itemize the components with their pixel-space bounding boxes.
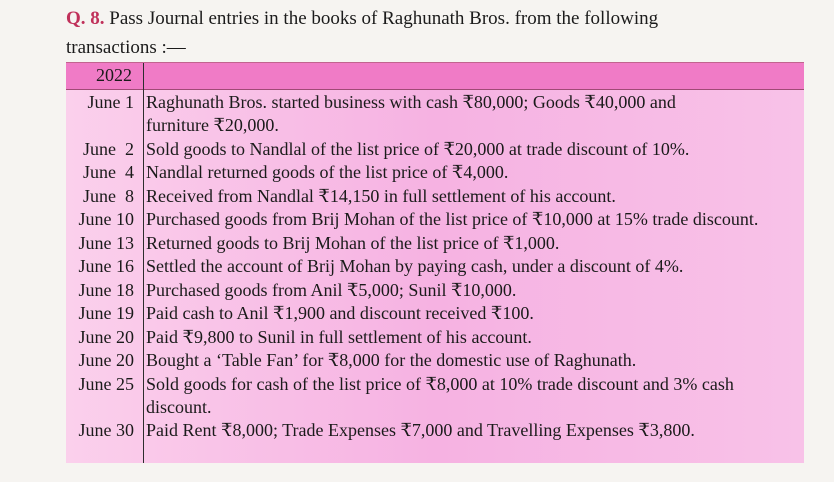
transaction-description xyxy=(146,373,800,419)
transaction-description-line: Paid ₹9,800 to Sunil in full settlement of his account. xyxy=(146,326,532,347)
transaction-description xyxy=(146,349,800,372)
transaction-description xyxy=(146,419,800,442)
year-label: 2022 xyxy=(96,65,132,85)
transaction-row xyxy=(66,255,804,278)
transaction-description xyxy=(146,208,800,231)
transaction-date: June 13 xyxy=(78,232,134,253)
transaction-description-line: furniture ₹20,000. xyxy=(146,115,279,135)
transaction-description xyxy=(146,255,800,278)
transaction-description-line: Sold goods to Nandlal of the list price of ₹20,000 at trade discount of 10%. xyxy=(146,138,690,159)
year-header xyxy=(66,63,804,90)
transaction-description xyxy=(146,279,800,302)
transaction-row xyxy=(66,302,804,325)
transaction-row xyxy=(66,91,804,137)
transaction-row xyxy=(66,349,804,372)
transaction-row xyxy=(66,161,804,184)
transaction-description xyxy=(146,138,800,161)
transaction-description-line: Purchased goods from Brij Mohan of the list price of ₹10,000 at 15% trade discount. xyxy=(146,209,759,229)
question-text-line-2: transactions :— xyxy=(66,37,186,58)
transaction-row xyxy=(66,185,804,208)
transaction-row xyxy=(66,208,804,231)
transaction-row xyxy=(66,279,804,302)
transaction-description xyxy=(146,302,800,325)
transaction-description-line: Sold goods for cash of the list price of ₹8,000 at 10% trade discount and 3% cash xyxy=(146,373,734,394)
transaction-description xyxy=(146,91,800,137)
transaction-description-line: Bought a ‘Table Fan’ for ₹8,000 for the domestic use of Raghunath. xyxy=(146,350,637,370)
transaction-description xyxy=(146,232,800,255)
transaction-row xyxy=(66,373,804,419)
transaction-description-line: Purchased goods from Anil ₹5,000; Sunil ₹10,000. xyxy=(146,279,517,300)
question-number: Q. 8. xyxy=(66,8,105,29)
transaction-row xyxy=(66,232,804,255)
transaction-description-line: discount. xyxy=(146,396,212,417)
transaction-date: June 25 xyxy=(78,373,134,394)
transaction-description-line: Settled the account of Brij Mohan by paying cash, under a discount of 4%. xyxy=(146,256,684,276)
transaction-row xyxy=(66,326,804,349)
transaction-row xyxy=(66,138,804,161)
transaction-description xyxy=(146,326,800,349)
transaction-date: June 4 xyxy=(83,162,134,182)
transaction-date: June 19 xyxy=(78,303,134,323)
transaction-description-line: Paid Rent ₹8,000; Trade Expenses ₹7,000 and Travelling Expenses ₹3,800. xyxy=(146,420,695,440)
transaction-description xyxy=(146,161,800,184)
question-text-line-1: Pass Journal entries in the books of Raghunath Bros. from the following xyxy=(109,8,659,29)
transaction-description-line: Nandlal returned goods of the list price of ₹4,000. xyxy=(146,162,509,182)
transaction-date: June 16 xyxy=(78,256,134,276)
transaction-date: June 18 xyxy=(78,279,134,300)
transaction-description-line: Raghunath Bros. started business with cash ₹80,000; Goods ₹40,000 and xyxy=(146,92,676,112)
transaction-row xyxy=(66,419,804,442)
transaction-date: June 8 xyxy=(83,185,134,206)
transaction-date: June 20 xyxy=(78,350,134,370)
transaction-date: June 10 xyxy=(78,209,134,229)
transactions-table xyxy=(66,62,804,463)
transaction-date: June 1 xyxy=(87,92,134,112)
transaction-description-line: Received from Nandlal ₹14,150 in full settlement of his account. xyxy=(146,185,616,206)
transaction-date: June 30 xyxy=(78,420,134,440)
transaction-date: June 2 xyxy=(83,138,134,159)
transaction-date: June 20 xyxy=(78,326,134,347)
transaction-description-line: Paid cash to Anil ₹1,900 and discount received ₹100. xyxy=(146,303,534,323)
question-heading xyxy=(66,4,802,62)
transaction-description-line: Returned goods to Brij Mohan of the list price of ₹1,000. xyxy=(146,232,560,253)
transaction-description xyxy=(146,185,800,208)
